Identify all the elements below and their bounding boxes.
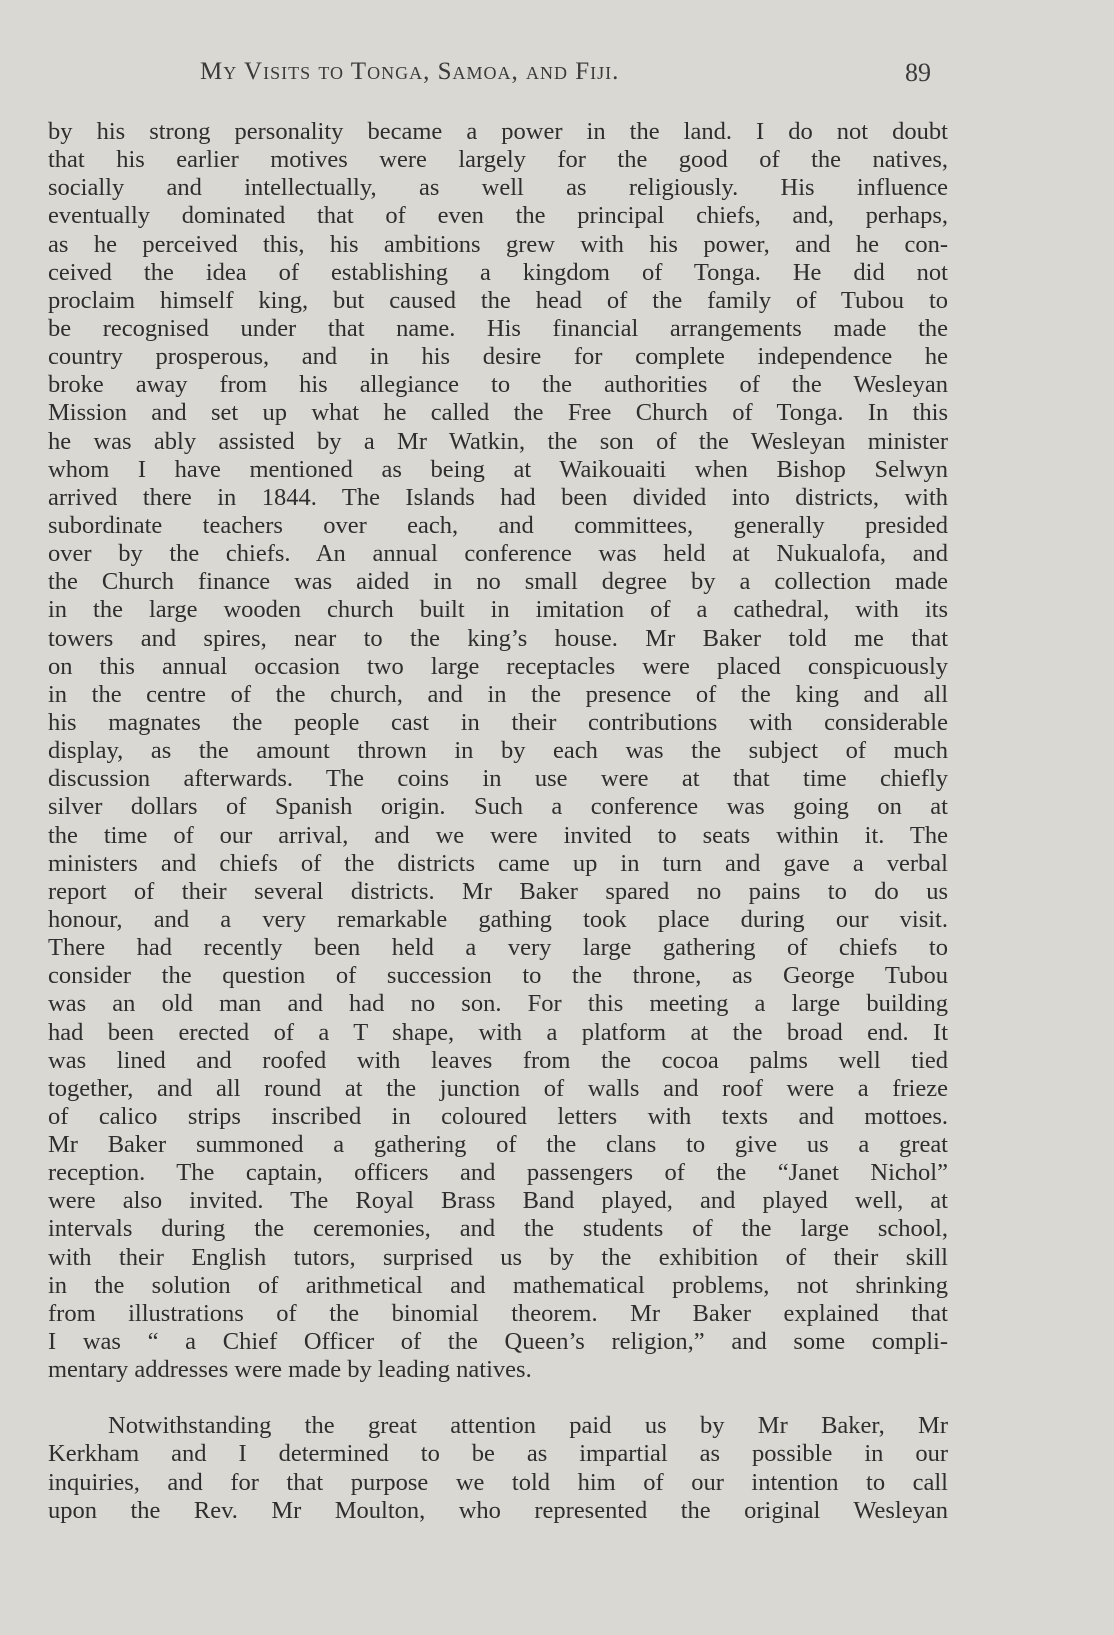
text-line: he was ably assisted by a Mr Watkin, the son of the Wesleyan minister xyxy=(48,427,948,455)
text-line: in the large wooden church built in imitation of a cathedral, with its xyxy=(48,596,948,624)
text-line: ceived the idea of establishing a kingdom of Tonga. He did not xyxy=(48,258,948,286)
text-line: had been erected of a T shape, with a platform at the broad end. It xyxy=(48,1018,948,1046)
text-line: as he perceived this, his ambitions grew with his power, and he con- xyxy=(48,230,948,258)
text-line: the Church finance was aided in no small degree by a collection made xyxy=(48,568,948,596)
text-line: consider the question of succession to the throne, as George Tubou xyxy=(48,962,948,990)
text-line: report of their several districts. Mr Baker spared no pains to do us xyxy=(48,877,948,905)
text-line: Notwithstanding the great attention paid us by Mr Baker, Mr xyxy=(108,1412,948,1440)
text-line: proclaim himself king, but caused the head of the family of Tubou to xyxy=(48,286,948,314)
text-line: towers and spires, near to the king’s house. Mr Baker told me that xyxy=(48,624,948,652)
text-line: broke away from his allegiance to the authorities of the Wesleyan xyxy=(48,371,948,399)
text-line: of calico strips inscribed in coloured letters with texts and mottoes. xyxy=(48,1102,948,1130)
text-line: together, and all round at the junction of walls and roof were a frieze xyxy=(48,1074,948,1102)
text-line: his magnates the people cast in their contributions with considerable xyxy=(48,708,948,736)
text-line: arrived there in 1844. The Islands had been divided into districts, with xyxy=(48,483,948,511)
text-line: There had recently been held a very large gathering of chiefs to xyxy=(48,934,948,962)
paragraph-1 xyxy=(48,118,948,1384)
text-line: inquiries, and for that purpose we told him of our intention to call xyxy=(48,1468,948,1496)
text-line: socially and intellectually, as well as religiously. His influence xyxy=(48,174,948,202)
text-line: discussion afterwards. The coins in use were at that time chiefly xyxy=(48,765,948,793)
paragraph-2 xyxy=(48,1412,948,1525)
text-line: in the centre of the church, and in the presence of the king and all xyxy=(48,680,948,708)
text-line: whom I have mentioned as being at Waikouaiti when Bishop Selwyn xyxy=(48,455,948,483)
text-line: reception. The captain, officers and passengers of the “Janet Nichol” xyxy=(48,1159,948,1187)
text-line: honour, and a very remarkable gathing took place during our visit. xyxy=(48,905,948,933)
text-line: on this annual occasion two large receptacles were placed conspicuously xyxy=(48,652,948,680)
text-line: that his earlier motives were largely for the good of the natives, xyxy=(48,146,948,174)
paragraph-gap xyxy=(48,1384,948,1412)
text-line: in the solution of arithmetical and mathematical problems, not shrinking xyxy=(48,1271,948,1299)
text-line: be recognised under that name. His financial arrangements made the xyxy=(48,314,948,342)
text-line: over by the chiefs. An annual conference was held at Nukualofa, and xyxy=(48,540,948,568)
text-line: Kerkham and I determined to be as impartial as possible in our xyxy=(48,1440,948,1468)
text-line: ministers and chiefs of the districts came up in turn and gave a verbal xyxy=(48,849,948,877)
text-line: mentary addresses were made by leading natives. xyxy=(48,1356,532,1384)
text-line: intervals during the ceremonies, and the students of the large school, xyxy=(48,1215,948,1243)
text-line: country prosperous, and in his desire for complete independence he xyxy=(48,343,948,371)
text-line: silver dollars of Spanish origin. Such a conference was going on at xyxy=(48,793,948,821)
page-number: 89 xyxy=(905,58,931,87)
text-line: from illustrations of the binomial theorem. Mr Baker explained that xyxy=(48,1299,948,1327)
text-line: display, as the amount thrown in by each was the subject of much xyxy=(48,737,948,765)
text-line: Mission and set up what he called the Free Church of Tonga. In this xyxy=(48,399,948,427)
text-line: were also invited. The Royal Brass Band played, and played well, at xyxy=(48,1187,948,1215)
text-line: subordinate teachers over each, and committees, generally presided xyxy=(48,511,948,539)
text-line: Mr Baker summoned a gathering of the clans to give us a great xyxy=(48,1131,948,1159)
running-head: My Visits to Tonga, Samoa, and Fiji. xyxy=(200,58,620,85)
text-line: was an old man and had no son. For this meeting a large building xyxy=(48,990,948,1018)
text-line: with their English tutors, surprised us by the exhibition of their skill xyxy=(48,1243,948,1271)
text-line: the time of our arrival, and we were invited to seats within it. The xyxy=(48,821,948,849)
text-line: I was “ a Chief Officer of the Queen’s religion,” and some compli- xyxy=(48,1328,948,1356)
text-line: upon the Rev. Mr Moulton, who represented the original Wesleyan xyxy=(48,1496,948,1524)
body-text xyxy=(48,118,948,1525)
text-line: eventually dominated that of even the principal chiefs, and, perhaps, xyxy=(48,202,948,230)
text-line: was lined and roofed with leaves from the cocoa palms well tied xyxy=(48,1046,948,1074)
text-line: by his strong personality became a power in the land. I do not doubt xyxy=(48,118,948,145)
